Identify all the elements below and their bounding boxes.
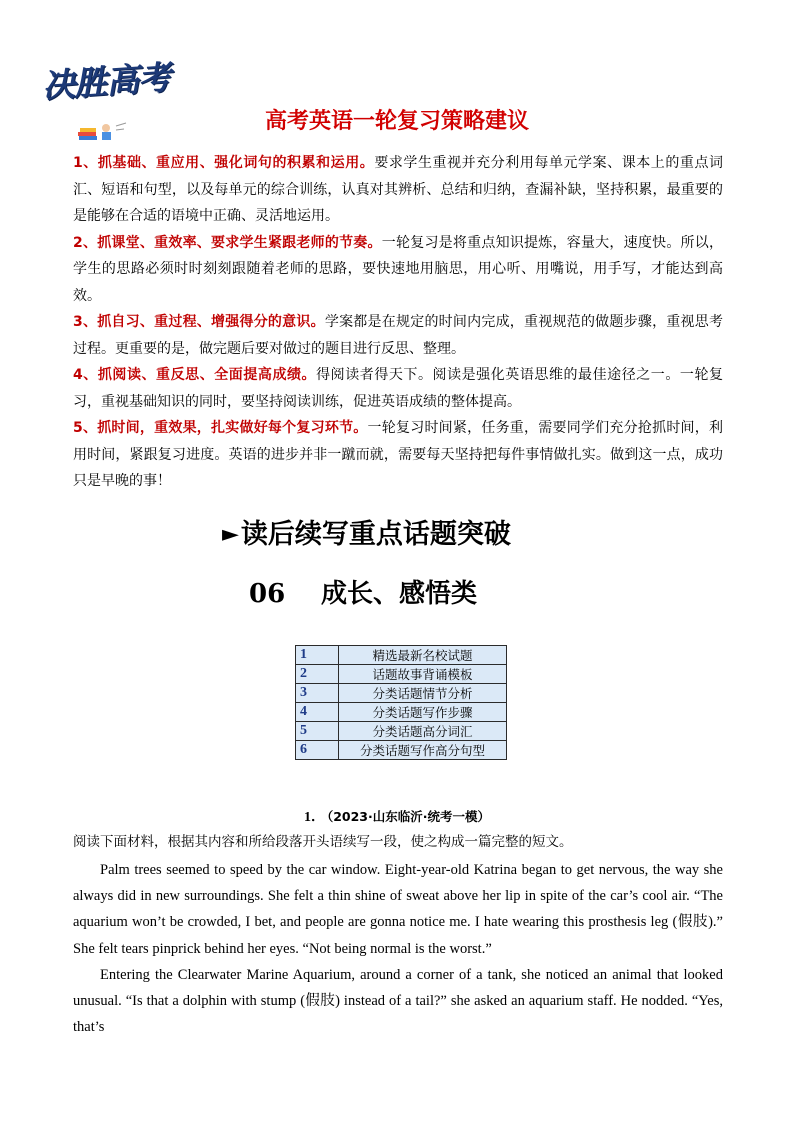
toc-number: 5 (296, 722, 339, 741)
table-row (296, 703, 507, 722)
tip-item (73, 362, 723, 415)
passage-paragraph: Palm trees seemed to speed by the car window. Eight-year-old Katrina began to get nervous, the way she always did in new surroundings. She felt a thin shine of sweat above her lip in spite of the car’s cool air. “The aquarium won’t be crowded, I bet, and people are gonna notice me. I hate wearing this prosthesis leg (假肢).” She felt tears pinprick behind her eyes. “Not being normal is the worst.” (73, 862, 723, 957)
table-row (296, 741, 507, 760)
toc-label: 话题故事背诵模板 (339, 665, 507, 684)
toc-label: 分类话题写作高分句型 (339, 741, 507, 760)
toc-label: 分类话题写作步骤 (339, 703, 507, 722)
table-row (296, 646, 507, 665)
toc-label: 精选最新名校试题 (339, 646, 507, 665)
tip-body: 一轮复习是将重点知识提炼，容量大，速度快。所以，学生的思路必须时时刻刻跟随着老师的思路，要快速地用脑思，用心听、用嘴说，用手写，才能达到高效。 (73, 234, 724, 304)
section-heading (222, 512, 511, 551)
question-number: 1． (303, 810, 325, 825)
toc-number: 4 (296, 703, 339, 722)
tip-item (73, 150, 723, 230)
tip-body: 一轮复习时间紧，任务重，需要同学们充分抢抓时间，利用时间，紧跟复习进度。英语的进步并非一蹴而就，需要每天坚持把每件事情做扎实。做到这一点，成功只是早晚的事！ (73, 420, 723, 489)
tip-lead: 4、抓阅读、重反思、全面提高成绩。 (73, 367, 317, 383)
page-title: 高考英语一轮复习策略建议 (264, 109, 529, 134)
topic-number: 06 (249, 579, 286, 609)
tip-body: 要求学生重视并充分利用每单元学案、课本上的重点词汇、短语和句型，以及每单元的综合训练，认真对其辨析、总结和归纳，查漏补缺，坚持积累，最重要的是能够在合适的语境中正确、灵活地运用。 (73, 155, 724, 224)
toc-number: 6 (296, 741, 339, 760)
tip-item (73, 230, 723, 310)
tip-lead: 5、抓时间，重效果，扎实做好每个复习环节。 (73, 420, 368, 436)
question-header (0, 806, 794, 826)
arrow-icon: ► (222, 522, 239, 547)
tip-item (73, 415, 723, 495)
question-source: （2023·山东临沂·统考一模） (326, 809, 491, 824)
topic-title (249, 573, 477, 610)
table-row (296, 722, 507, 741)
toc-number: 3 (296, 684, 339, 703)
reading-passage (73, 857, 723, 1040)
tip-body: 得阅读者得天下。阅读是强化英语思维的最佳途径之一。一轮复习，重视基础知识的同时，要坚持阅读训练，促进英语成绩的整体提高。 (73, 367, 724, 410)
tip-item (73, 309, 723, 362)
toc-number: 1 (296, 646, 339, 665)
tip-lead: 2、抓课堂、重效率、要求学生紧跟老师的节奏。 (73, 234, 382, 251)
toc-label: 分类话题高分词汇 (339, 722, 507, 741)
tip-lead: 3、抓自习、重过程、增强得分的意识。 (73, 314, 325, 330)
toc-label: 分类话题情节分析 (339, 684, 507, 703)
question-instruction: 阅读下面材料，根据其内容和所给段落开头语续写一段，使之构成一篇完整的短文。 (73, 834, 573, 850)
passage-paragraph: Entering the Clearwater Marine Aquarium, around a corner of a tank, she noticed an animal that looked unusual. “Is that a dolphin with stump (假肢) instead of a tail?” she asked an aquarium staff. He nodded. “Yes, that’s (73, 966, 723, 1036)
contents-table (295, 645, 507, 760)
tip-lead: 1、抓基础、重应用、强化词句的积累和运用。 (73, 155, 375, 171)
logo-text: 决胜高考 (40, 57, 172, 106)
table-row (296, 684, 507, 703)
table-row (296, 665, 507, 684)
tip-body: 学案都是在规定的时间内完成，重视规范的做题步骤，重视思考过程。更重要的是，做完题后要对做过的题目进行反思、整理。 (73, 314, 723, 357)
section-heading-text: 读后续写重点话题突破 (240, 519, 511, 550)
toc-number: 2 (296, 665, 339, 684)
strategy-tips (73, 150, 723, 495)
topic-name: 成长、感悟类 (321, 579, 478, 609)
